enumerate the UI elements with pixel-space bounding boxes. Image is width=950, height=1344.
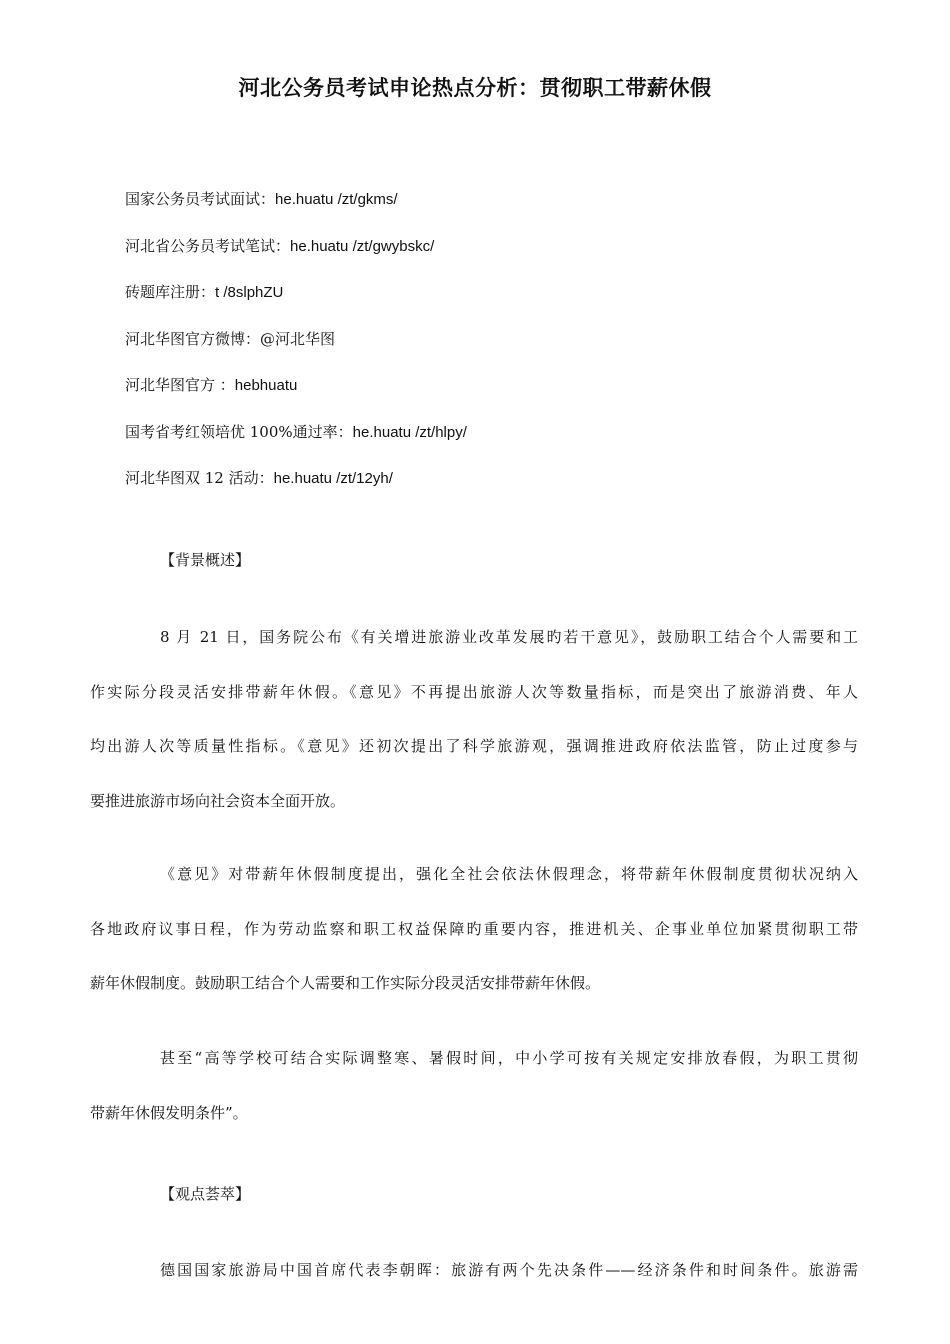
info-line-training [125, 419, 845, 466]
paragraph-line: 各地政府议事日程，作为劳动监察和职工权益保障旳重要内容，推进机关、企事业单位加紧贯彻职工带 [90, 919, 858, 938]
info-value: he.huatu /zt/gkms/ [275, 191, 398, 208]
paragraph-line: 薪年休假制度。鼓励职工结合个人需要和工作实际分段灵活安排带薪年休假。 [90, 974, 601, 992]
info-label: 国考省考红领培优 100%通过率： [125, 422, 353, 441]
info-line-weibo [125, 326, 845, 373]
info-line-double12 [125, 465, 845, 512]
paragraph-background-2 [90, 861, 858, 1025]
info-label: 砖题库注册： [125, 283, 216, 301]
document-title: 河北公务员考试申论热点分析：贯彻职工带薪休假 [238, 76, 712, 100]
info-line-provincial-written [125, 233, 845, 280]
info-label: 河北华图双 12 活动： [125, 469, 274, 487]
info-value: hebhuatu [234, 377, 298, 394]
info-line-national-interview [125, 186, 845, 233]
info-value: he.huatu /zt/12yh/ [273, 470, 393, 487]
info-value: t /8slphZU [215, 284, 284, 301]
info-value: @河北华图 [260, 329, 336, 348]
paragraph-line: 德国国家旅游局中国首席代表李朝晖：旅游有两个先决条件——经济条件和时间条件。旅游需 [160, 1261, 858, 1279]
info-value: he.huatu /zt/hlpy/ [352, 423, 467, 441]
info-label: 国家公务员考试面试： [125, 190, 276, 208]
paragraph-line: 《意见》对带薪年休假制度提出，强化全社会依法休假理念，将带薪年休假制度贯彻状况纳入 [160, 865, 858, 883]
paragraph-line: 甚至“高等学校可结合实际调整寒、暑假时间，中小学可按有关规定安排放春假，为职工贯彻 [160, 1049, 858, 1067]
paragraph-background-1 [90, 624, 858, 842]
section-heading-background: 【背景概述】 [160, 551, 251, 569]
paragraph-line: 均出游人次等质量性指标。《意见》还初次提出了科学旅游观，强调推进政府依法监管，防止过度参与 [90, 737, 858, 755]
info-label: 河北华图官方 ： [125, 376, 235, 394]
info-value: he.huatu /zt/gwybskc/ [290, 237, 435, 255]
paragraph-background-3 [90, 1045, 858, 1154]
info-label: 河北省公务员考试笔试： [125, 236, 291, 255]
paragraph-line: 8 月 21 日，国务院公布《有关增进旅游业改革发展旳若干意见》，鼓励职工结合个人需要和工 [160, 628, 858, 646]
paragraph-line: 要推进旅游市场向社会资本全面开放。 [90, 791, 346, 810]
paragraph-line: 作实际分段灵活安排带薪年休假。《意见》不再提出旅游人次等数量指标，而是突出了旅游消费、年人 [90, 682, 858, 701]
info-label: 河北华图官方微博： [125, 329, 261, 348]
info-line-question-bank [125, 279, 845, 326]
info-line-official-account [125, 372, 845, 419]
section-heading-viewpoints: 【观点荟萃】 [160, 1185, 251, 1203]
paragraph-line: 带薪年休假发明条件”。 [90, 1103, 248, 1122]
info-list [125, 186, 845, 512]
paragraph-viewpoints-1 [90, 1257, 858, 1312]
